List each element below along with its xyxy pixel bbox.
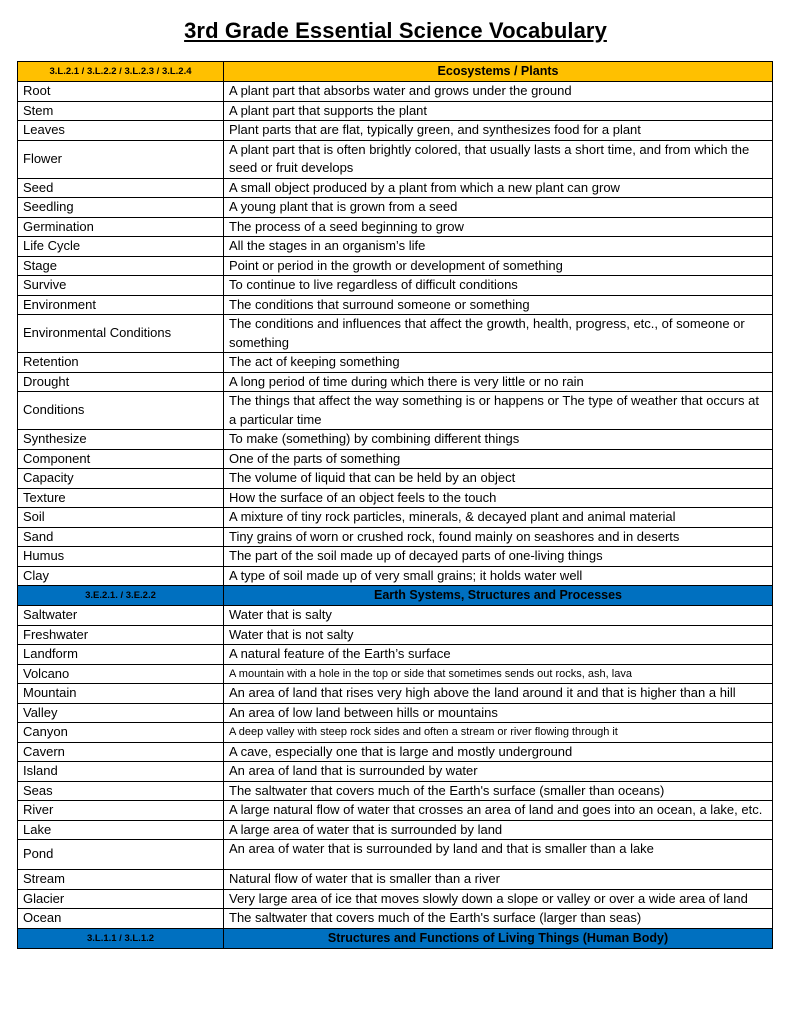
- vocab-definition: To continue to live regardless of difficult conditions: [224, 276, 773, 296]
- vocab-row: [18, 606, 773, 626]
- vocab-term: Mountain: [18, 684, 224, 704]
- vocab-definition: The act of keeping something: [224, 353, 773, 373]
- vocab-term: Texture: [18, 488, 224, 508]
- vocab-definition: Point or period in the growth or development of something: [224, 256, 773, 276]
- vocab-row: [18, 430, 773, 450]
- vocab-term: Stem: [18, 101, 224, 121]
- vocab-row: [18, 762, 773, 782]
- vocab-definition: A long period of time during which there is very little or no rain: [224, 372, 773, 392]
- vocab-definition: Natural flow of water that is smaller than a river: [224, 870, 773, 890]
- vocab-row: [18, 178, 773, 198]
- vocab-term: Clay: [18, 566, 224, 586]
- vocab-row: [18, 140, 773, 178]
- vocab-row: [18, 508, 773, 528]
- section-heading: Structures and Functions of Living Things (Human Body): [224, 928, 773, 948]
- vocab-term: Germination: [18, 217, 224, 237]
- vocab-row: [18, 664, 773, 684]
- vocab-definition: An area of water that is surrounded by land and that is smaller than a lake: [224, 840, 773, 870]
- vocab-definition: The process of a seed beginning to grow: [224, 217, 773, 237]
- vocab-term: Seedling: [18, 198, 224, 218]
- vocab-definition: A mountain with a hole in the top or side that sometimes sends out rocks, ash, lava: [224, 664, 773, 684]
- vocab-term: Component: [18, 449, 224, 469]
- vocab-definition: A plant part that is often brightly colored, that usually lasts a short time, and from which the seed or fruit develops: [224, 140, 773, 178]
- vocab-definition: A natural feature of the Earth’s surface: [224, 645, 773, 665]
- vocab-row: [18, 742, 773, 762]
- vocab-term: Lake: [18, 820, 224, 840]
- vocab-row: [18, 315, 773, 353]
- section-standards: 3.L.1.1 / 3.L.1.2: [18, 928, 224, 948]
- vocab-row: [18, 527, 773, 547]
- vocab-row: [18, 703, 773, 723]
- vocab-row: [18, 723, 773, 743]
- vocab-term: Island: [18, 762, 224, 782]
- vocab-term: Seas: [18, 781, 224, 801]
- vocab-term: Cavern: [18, 742, 224, 762]
- vocab-definition: A type of soil made up of very small grains; it holds water well: [224, 566, 773, 586]
- vocab-term: Environment: [18, 295, 224, 315]
- vocab-row: [18, 82, 773, 102]
- vocab-row: [18, 781, 773, 801]
- vocab-definition: The conditions and influences that affect the growth, health, progress, etc., of someone or something: [224, 315, 773, 353]
- vocab-term: Ocean: [18, 909, 224, 929]
- vocab-term: River: [18, 801, 224, 821]
- vocab-definition: An area of land that is surrounded by water: [224, 762, 773, 782]
- page-title: 3rd Grade Essential Science Vocabulary: [184, 18, 607, 43]
- vocab-term: Stream: [18, 870, 224, 890]
- vocab-definition: The saltwater that covers much of the Earth's surface (smaller than oceans): [224, 781, 773, 801]
- vocab-definition: A small object produced by a plant from which a new plant can grow: [224, 178, 773, 198]
- vocab-row: [18, 392, 773, 430]
- vocab-term: Humus: [18, 547, 224, 567]
- vocab-term: Volcano: [18, 664, 224, 684]
- vocab-row: [18, 469, 773, 489]
- vocab-definition: The volume of liquid that can be held by an object: [224, 469, 773, 489]
- section-header-row: [18, 62, 773, 82]
- vocab-row: [18, 449, 773, 469]
- vocab-row: [18, 101, 773, 121]
- vocab-term: Environmental Conditions: [18, 315, 224, 353]
- vocab-definition: The conditions that surround someone or something: [224, 295, 773, 315]
- vocab-definition: The part of the soil made up of decayed parts of one-living things: [224, 547, 773, 567]
- vocab-row: [18, 909, 773, 929]
- vocab-row: [18, 237, 773, 257]
- vocab-definition: Tiny grains of worn or crushed rock, found mainly on seashores and in deserts: [224, 527, 773, 547]
- vocab-term: Landform: [18, 645, 224, 665]
- vocab-term: Survive: [18, 276, 224, 296]
- vocab-term: Glacier: [18, 889, 224, 909]
- vocab-row: [18, 889, 773, 909]
- vocab-definition: A large area of water that is surrounded by land: [224, 820, 773, 840]
- vocab-term: Canyon: [18, 723, 224, 743]
- vocab-row: [18, 840, 773, 870]
- vocab-definition: An area of land that rises very high above the land around it and that is higher than a hill: [224, 684, 773, 704]
- vocab-row: [18, 801, 773, 821]
- vocab-row: [18, 121, 773, 141]
- vocab-row: [18, 353, 773, 373]
- vocab-definition: A mixture of tiny rock particles, minerals, & decayed plant and animal material: [224, 508, 773, 528]
- vocab-definition: The saltwater that covers much of the Earth's surface (larger than seas): [224, 909, 773, 929]
- vocab-row: [18, 217, 773, 237]
- vocab-row: [18, 198, 773, 218]
- section-standards: 3.E.2.1. / 3.E.2.2: [18, 586, 224, 606]
- vocab-term: Drought: [18, 372, 224, 392]
- vocab-term: Retention: [18, 353, 224, 373]
- vocab-definition: A plant part that supports the plant: [224, 101, 773, 121]
- vocab-term: Flower: [18, 140, 224, 178]
- vocab-row: [18, 684, 773, 704]
- vocab-term: Leaves: [18, 121, 224, 141]
- vocabulary-table: [17, 61, 773, 949]
- vocab-term: Sand: [18, 527, 224, 547]
- vocab-definition: The things that affect the way something is or happens or The type of weather that occurs at a particular time: [224, 392, 773, 430]
- vocab-definition: Water that is salty: [224, 606, 773, 626]
- section-standards: 3.L.2.1 / 3.L.2.2 / 3.L.2.3 / 3.L.2.4: [18, 62, 224, 82]
- vocab-term: Freshwater: [18, 625, 224, 645]
- vocab-definition: To make (something) by combining different things: [224, 430, 773, 450]
- vocab-term: Soil: [18, 508, 224, 528]
- vocab-row: [18, 256, 773, 276]
- vocab-term: Seed: [18, 178, 224, 198]
- vocab-term: Stage: [18, 256, 224, 276]
- vocab-row: [18, 276, 773, 296]
- vocab-row: [18, 820, 773, 840]
- vocab-row: [18, 488, 773, 508]
- vocab-term: Synthesize: [18, 430, 224, 450]
- vocab-definition: A large natural flow of water that crosses an area of land and goes into an ocean, a lake, etc.: [224, 801, 773, 821]
- vocab-row: [18, 547, 773, 567]
- section-heading: Ecosystems / Plants: [224, 62, 773, 82]
- vocab-row: [18, 566, 773, 586]
- vocab-row: [18, 372, 773, 392]
- vocab-term: Life Cycle: [18, 237, 224, 257]
- vocab-definition: A young plant that is grown from a seed: [224, 198, 773, 218]
- vocab-definition: A deep valley with steep rock sides and often a stream or river flowing through it: [224, 723, 773, 743]
- vocab-term: Conditions: [18, 392, 224, 430]
- vocab-definition: How the surface of an object feels to the touch: [224, 488, 773, 508]
- vocab-row: [18, 645, 773, 665]
- vocab-row: [18, 625, 773, 645]
- vocab-definition: A plant part that absorbs water and grows under the ground: [224, 82, 773, 102]
- vocab-term: Root: [18, 82, 224, 102]
- section-heading: Earth Systems, Structures and Processes: [224, 586, 773, 606]
- section-header-row: [18, 586, 773, 606]
- vocab-definition: An area of low land between hills or mountains: [224, 703, 773, 723]
- vocab-definition: Plant parts that are flat, typically green, and synthesizes food for a plant: [224, 121, 773, 141]
- vocab-term: Pond: [18, 840, 224, 870]
- vocab-definition: Very large area of ice that moves slowly down a slope or valley or over a wide area of land: [224, 889, 773, 909]
- vocab-term: Saltwater: [18, 606, 224, 626]
- vocab-definition: A cave, especially one that is large and mostly underground: [224, 742, 773, 762]
- section-header-row: [18, 928, 773, 948]
- vocab-definition: Water that is not salty: [224, 625, 773, 645]
- vocab-term: Capacity: [18, 469, 224, 489]
- vocab-term: Valley: [18, 703, 224, 723]
- vocab-row: [18, 870, 773, 890]
- vocab-definition: All the stages in an organism’s life: [224, 237, 773, 257]
- vocab-row: [18, 295, 773, 315]
- vocab-definition: One of the parts of something: [224, 449, 773, 469]
